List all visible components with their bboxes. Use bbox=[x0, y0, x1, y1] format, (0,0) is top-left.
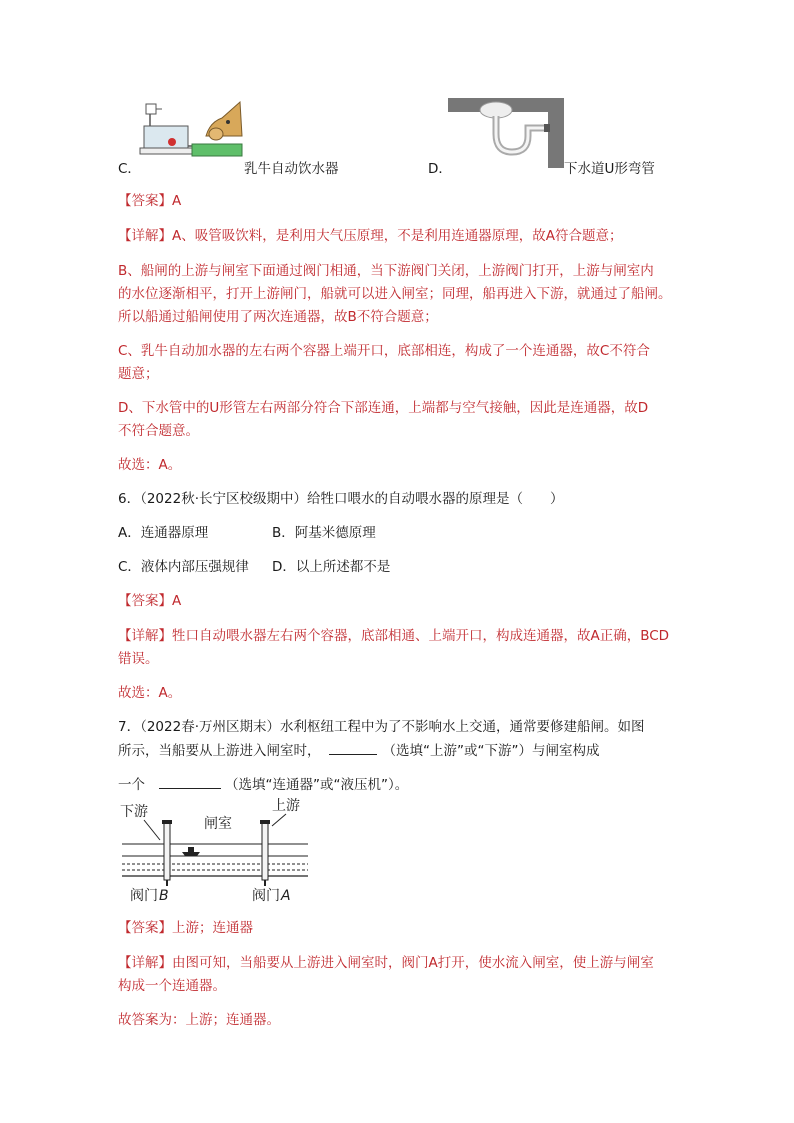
label-valve-a: 阀门 bbox=[252, 888, 280, 904]
q7-blank-1[interactable] bbox=[329, 740, 377, 755]
cow-drinker-figure bbox=[136, 96, 244, 168]
q6-option-c: C．液体内部压强规律 bbox=[118, 559, 249, 575]
option-d-caption: 下水道U形弯管 bbox=[564, 161, 655, 177]
q5-detail-line: C、乳牛自动加水器的左右两个容器上端开口，底部相连，构成了一个连通器，故C不符合 bbox=[118, 343, 650, 359]
q5-detail-line: 所以船通过船闸使用了两次连通器，故B不符合题意； bbox=[118, 309, 438, 325]
answer-value: 上游；连通器 bbox=[172, 920, 253, 936]
answer-tag: 【答案】 bbox=[118, 193, 172, 209]
answer-tag: 【答案】 bbox=[118, 593, 172, 609]
q5-detail-line: 题意； bbox=[118, 366, 159, 382]
q7-conclusion: 故答案为：上游；连通器。 bbox=[118, 1012, 280, 1028]
answer-value: A bbox=[172, 593, 182, 609]
q6-option-a: A．连通器原理 bbox=[118, 525, 209, 541]
q6-conclusion: 故选：A。 bbox=[118, 685, 182, 701]
q5-answer bbox=[118, 191, 181, 211]
option-c-caption: 乳牛自动饮水器 bbox=[244, 161, 339, 177]
q5-detail-line: 不符合题意。 bbox=[118, 423, 199, 439]
q5-detail-line: B、船闸的上游与闸室下面通过阀门相通，当下游阀门关闭，上游阀门打开，上游与闸室内 bbox=[118, 263, 654, 279]
label-valve-b: 阀门 bbox=[130, 888, 158, 904]
q7-answer bbox=[118, 918, 253, 938]
detail-tag: 【详解】 bbox=[118, 955, 172, 971]
q7-detail-line: 【详解】由图可知，当船要从上游进入闸室时，阀门A打开，使水流入闸室，使上游与闸室 bbox=[118, 955, 654, 971]
q6-answer bbox=[118, 591, 181, 611]
label-chamber: 闸室 bbox=[204, 816, 232, 832]
q5-conclusion: 故选：A。 bbox=[118, 457, 182, 473]
q5-detail-line: 的水位逐渐相平，打开上游闸门，船就可以进入闸室；同理，船再进入下游，就通过了船闸。 bbox=[118, 286, 672, 302]
label-valve-b-letter: B bbox=[159, 888, 169, 904]
q7-blank-2[interactable] bbox=[159, 774, 221, 789]
q6-detail-line: 【详解】牲口自动喂水器左右两个容器，底部相通、上端开口，构成连通器，故A正确，BCD bbox=[118, 628, 670, 644]
q7-stem-line: 所示，当船要从上游进入闸室时， （选填“上游”或“下游”）与闸室构成 bbox=[118, 740, 599, 761]
label-upstream: 上游 bbox=[272, 798, 300, 814]
q6-stem: 6．（2022秋·长宁区校级期中）给牲口喂水的自动喂水器的原理是（ ） bbox=[118, 491, 564, 507]
detail-tag: 【详解】 bbox=[118, 228, 172, 244]
q7-stem-line: 7．（2022春·万州区期末）水利枢纽工程中为了不影响水上交通，通常要修建船闸。如图 bbox=[118, 719, 645, 735]
u-trap-figure bbox=[448, 96, 564, 168]
ship-lock-figure bbox=[116, 796, 312, 904]
q7-detail-line: 构成一个连通器。 bbox=[118, 978, 226, 994]
label-downstream: 下游 bbox=[120, 804, 148, 820]
q6-option-b: B．阿基米德原理 bbox=[272, 525, 376, 541]
option-d-letter: D． bbox=[428, 161, 452, 177]
q7-stem-line: 一个 （选填“连通器”或“液压机”）。 bbox=[118, 774, 408, 795]
q5-detail-line: 【详解】A、吸管吸饮料，是利用大气压原理，不是利用连通器原理，故A符合题意； bbox=[118, 228, 623, 244]
q5-detail-line: D、下水管中的U形管左右两部分符合下部连通，上端都与空气接触，因此是连通器，故D bbox=[118, 400, 649, 416]
q6-option-d: D．以上所述都不是 bbox=[272, 559, 391, 575]
q6-detail-line: 错误。 bbox=[118, 651, 159, 667]
answer-value: A bbox=[172, 193, 182, 209]
answer-tag: 【答案】 bbox=[118, 920, 172, 936]
detail-tag: 【详解】 bbox=[118, 628, 172, 644]
label-valve-a-letter: A bbox=[281, 888, 291, 904]
option-c-letter: C． bbox=[118, 161, 141, 177]
